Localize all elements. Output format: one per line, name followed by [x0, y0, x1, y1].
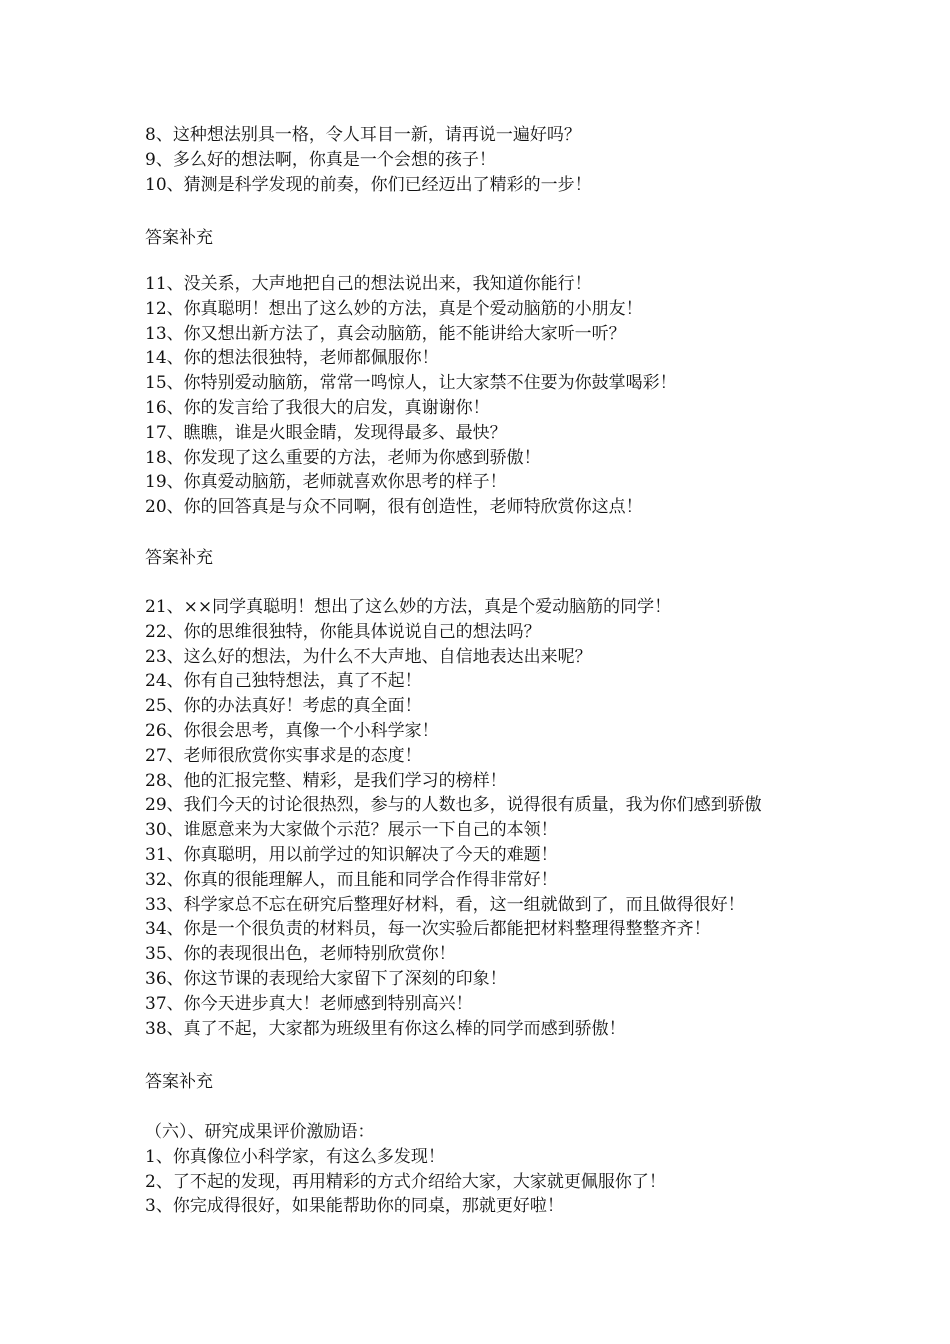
list-item: 25、你的办法真好！考虑的真全面！ — [145, 696, 422, 717]
list-item: 23、这么好的想法，为什么不大声地、自信地表达出来呢？ — [145, 646, 592, 667]
list-item: 15、你特别爱动脑筋，常常一鸣惊人，让大家禁不住要为你鼓掌喝彩！ — [145, 373, 677, 394]
list-item: 17、瞧瞧，谁是火眼金睛，发现得最多、最快？ — [145, 422, 507, 443]
list-item: 12、你真聪明！想出了这么妙的方法，真是个爱动脑筋的小朋友！ — [145, 298, 643, 319]
list-item: 18、你发现了这么重要的方法，老师为你感到骄傲！ — [145, 447, 541, 468]
list-item: 2、了不起的发现，再用精彩的方式介绍给大家，大家就更佩服你了！ — [145, 1171, 666, 1192]
list-item: 34、你是一个很负责的材料员，每一次实验后都能把材料整理得整整齐齐！ — [145, 919, 711, 940]
list-item: 21、××同学真聪明！想出了这么妙的方法，真是个爱动脑筋的同学！ — [145, 597, 672, 617]
research-result-encouragement-list — [145, 1120, 845, 1219]
encouragement-list-21-38 — [145, 595, 845, 1041]
section-heading: 答案补充 — [145, 1072, 213, 1092]
section-heading: 答案补充 — [145, 228, 213, 248]
list-item: 11、没关系，大声地把自己的想法说出来，我知道你能行！ — [145, 274, 592, 294]
list-item: 8、这种想法别具一格，令人耳目一新，请再说一遍好吗？ — [145, 125, 581, 145]
list-item: 27、老师很欣赏你实事求是的态度！ — [145, 745, 422, 766]
list-item: 26、你很会思考，真像一个小科学家！ — [145, 720, 439, 741]
list-item: 36、你这节课的表现给大家留下了深刻的印象！ — [145, 968, 507, 989]
list-item: 28、他的汇报完整、精彩，是我们学习的榜样！ — [145, 770, 507, 791]
list-item: 24、你有自己独特想法，真了不起！ — [145, 671, 422, 692]
list-item: 20、你的回答真是与众不同啊，很有创造性，老师特欣赏你这点！ — [145, 497, 643, 518]
encouragement-list-11-20 — [145, 272, 845, 520]
list-item: 31、你真聪明，用以前学过的知识解决了今天的难题！ — [145, 844, 558, 865]
subsection-title: （六）、研究成果评价激励语： — [145, 1122, 375, 1142]
list-item: 13、你又想出新方法了，真会动脑筋，能不能讲给大家听一听？ — [145, 323, 626, 344]
list-item: 38、真了不起，大家都为班级里有你这么棒的同学而感到骄傲！ — [145, 1018, 626, 1039]
list-item: 33、科学家总不忘在研究后整理好材料，看，这一组就做到了，而且做得很好！ — [145, 894, 745, 915]
list-item: 29、我们今天的讨论很热烈，参与的人数也多，说得很有质量，我为你们感到骄傲 — [145, 795, 762, 816]
list-item: 3、你完成得很好，如果能帮助你的同桌，那就更好啦！ — [145, 1196, 564, 1217]
list-item: 19、你真爱动脑筋，老师就喜欢你思考的样子！ — [145, 472, 507, 493]
list-item: 9、多么好的想法啊，你真是一个会想的孩子！ — [145, 149, 496, 170]
list-item: 32、你真的很能理解人，而且能和同学合作得非常好！ — [145, 869, 558, 890]
list-item: 22、你的思维很独特，你能具体说说自己的想法吗？ — [145, 621, 541, 642]
list-item: 10、猜测是科学发现的前奏，你们已经迈出了精彩的一步！ — [145, 174, 592, 195]
list-item: 37、你今天进步真大！老师感到特别高兴！ — [145, 993, 473, 1014]
encouragement-list-8-10 — [145, 123, 845, 197]
list-item: 1、你真像位小科学家，有这么多发现！ — [145, 1146, 445, 1167]
list-item: 14、你的想法很独特，老师都佩服你！ — [145, 348, 439, 369]
list-item: 35、你的表现很出色，老师特别欣赏你！ — [145, 944, 456, 965]
list-item: 30、谁愿意来为大家做个示范？展示一下自己的本领！ — [145, 820, 558, 841]
list-item: 16、你的发言给了我很大的启发，真谢谢你！ — [145, 397, 490, 418]
section-heading: 答案补充 — [145, 548, 213, 568]
